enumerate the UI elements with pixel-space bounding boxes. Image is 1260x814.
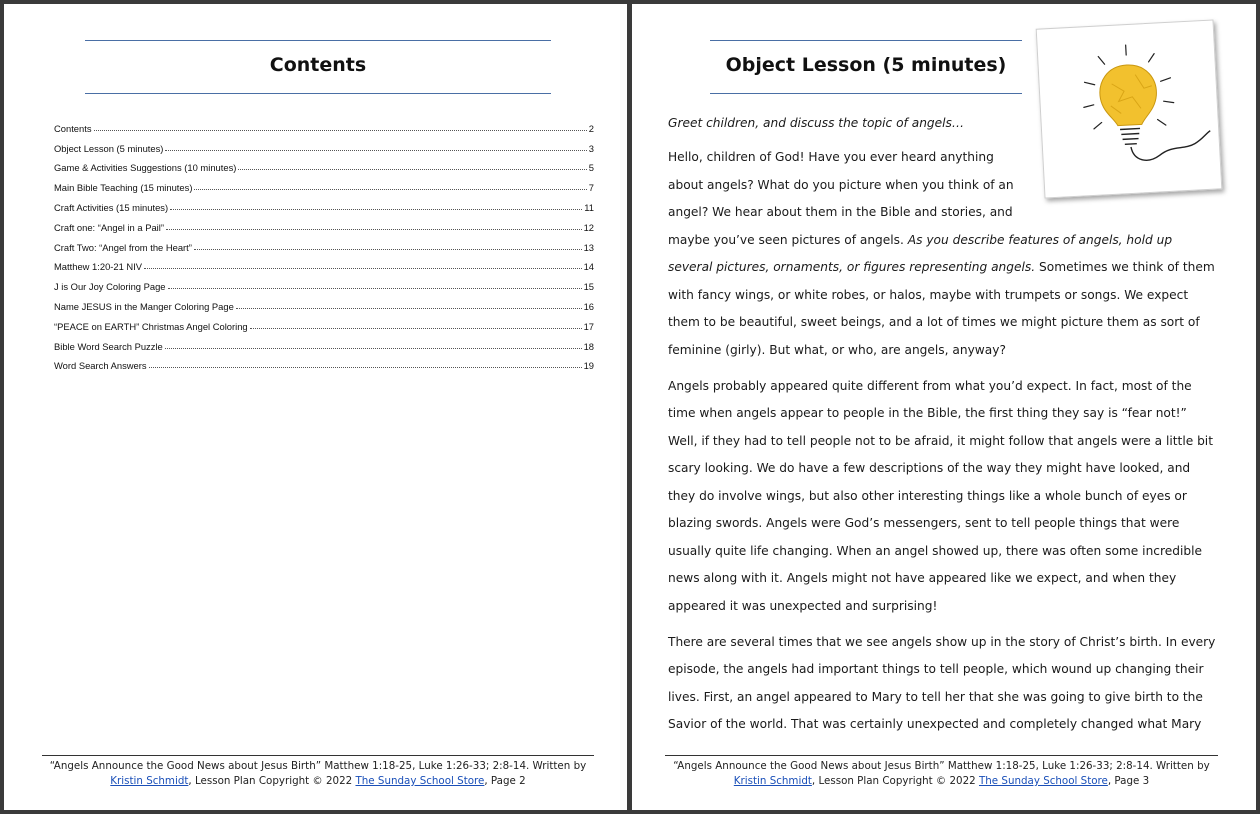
- toc-leader-dots: [94, 129, 587, 131]
- toc-entry-page: 14: [583, 261, 594, 273]
- toc-entry[interactable]: [54, 272, 594, 292]
- toc-entry[interactable]: [54, 114, 594, 134]
- intro-instruction: Greet children, and discuss the topic of angels…: [668, 116, 965, 130]
- footer-text: “Angels Announce the Good News about Jesus Birth” Matthew 1:18-25, Luke 1:26-33; 2:8-14. Written by: [673, 760, 1210, 772]
- toc-entry-title: Contents: [54, 122, 92, 134]
- toc-entry-title: Game & Activities Suggestions (10 minutes): [54, 162, 237, 174]
- heading-top-rule: [710, 40, 1022, 41]
- toc-leader-dots: [144, 267, 581, 269]
- toc-entry[interactable]: [54, 233, 594, 253]
- page-footer: [665, 755, 1218, 789]
- paragraph: There are several times that we see angels show up in the story of Christ’s birth. In every episode, the angels had important things to tell people, which wound up changing their lives. First, an angel appeared to Mary to tell her that she was going to give birth to the Savior of the world. That was certainly unexpected and completely changed what Mary: [668, 634, 1216, 731]
- toc-entry-title: Bible Word Search Puzzle: [54, 340, 163, 352]
- toc-entry-title: Name JESUS in the Manger Coloring Page: [54, 300, 234, 312]
- toc-entry[interactable]: [54, 352, 594, 372]
- toc-entry[interactable]: [54, 193, 594, 213]
- page-title: Contents: [269, 54, 367, 76]
- author-link[interactable]: Kristin Schmidt: [110, 775, 189, 787]
- toc-entry-title: Object Lesson (5 minutes): [54, 142, 164, 154]
- toc-entry-page: 2: [588, 122, 594, 134]
- instruction-text: As you describe features of angels, hold up several pictures, ornaments, or figures representing angels.: [668, 232, 1173, 274]
- toc-leader-dots: [170, 208, 582, 210]
- toc-entry-page: 15: [583, 281, 594, 293]
- toc-entry-page: 11: [584, 201, 594, 213]
- store-link[interactable]: The Sunday School Store: [355, 775, 485, 787]
- toc-leader-dots: [168, 287, 582, 289]
- toc-entry-title: Main Bible Teaching (15 minutes): [54, 182, 193, 194]
- toc-entry-page: 7: [588, 182, 594, 194]
- toc-entry-page: 17: [583, 320, 594, 332]
- footer-text: , Lesson Plan Copyright © 2022: [811, 775, 979, 787]
- text-line: about angels? What do you picture when you think of an: [668, 177, 1014, 192]
- toc-leader-dots: [238, 168, 586, 170]
- toc-entry-title: Word Search Answers: [54, 360, 147, 372]
- page-footer: [42, 755, 594, 789]
- toc-leader-dots: [236, 307, 582, 309]
- toc-entry-page: 16: [583, 300, 594, 312]
- toc-entry-title: Matthew 1:20-21 NIV: [54, 261, 143, 273]
- toc-entry[interactable]: [54, 253, 594, 273]
- page-title: Object Lesson (5 minutes): [725, 54, 1007, 76]
- toc-entry[interactable]: [54, 332, 594, 352]
- toc-entry-title: Craft Two: “Angel from the Heart”: [54, 241, 192, 253]
- text-span: maybe you’ve seen pictures of angels.: [668, 232, 908, 247]
- toc-leader-dots: [166, 228, 582, 230]
- toc-leader-dots: [194, 188, 586, 190]
- text-span: Sometimes we think of them with fancy wings, or white robes, or halos, maybe with trumpets or songs. We expect them to be beautiful, sweet beings, and a lot of times we might picture them as sort of feminine (girly). But what, or who, are angels, anyway?: [668, 260, 1215, 357]
- toc-entry-page: 18: [583, 340, 594, 352]
- toc-entry-page: 3: [588, 142, 594, 154]
- contents-page: [4, 4, 627, 810]
- paragraph: Angels probably appeared quite different from what you’d expect. In fact, most of the time when angels appear to people in the Bible, the first thing they say is “fear not!” Well, if they had to tell people not to be afraid, it might follow that angels were a little bit scary looking. We do have a few descriptions of the way they might have looked, and they do involve wings, but also other interesting things like a whole bunch of eyes or blazing swords. Angels were God’s messengers, sent to tell people things that were usually quite life changing. When an angel showed up, there was often some incredible news along with it. Angels might not have appeared like we expect, and when they appeared it was unexpected and surprising!: [668, 378, 1213, 613]
- toc-entry[interactable]: [54, 134, 594, 154]
- lesson-body: [668, 144, 1218, 747]
- heading-top-rule: [85, 40, 551, 41]
- toc-entry-title: J is Our Joy Coloring Page: [54, 281, 166, 293]
- heading-bottom-rule: [85, 93, 551, 94]
- toc-entry[interactable]: [54, 312, 594, 332]
- author-link[interactable]: Kristin Schmidt: [733, 775, 812, 787]
- toc-entry-title: Craft one: “Angel in a Pail”: [54, 221, 164, 233]
- table-of-contents: [54, 114, 594, 371]
- toc-leader-dots: [250, 327, 582, 329]
- toc-entry-page: 19: [583, 360, 594, 372]
- text-line: Hello, children of God! Have you ever heard anything: [668, 150, 994, 164]
- toc-entry-page: 12: [583, 221, 594, 233]
- toc-entry-page: 13: [583, 241, 594, 253]
- toc-leader-dots: [165, 149, 586, 151]
- store-link[interactable]: The Sunday School Store: [978, 775, 1108, 787]
- toc-entry-title: “PEACE on EARTH” Christmas Angel Coloring: [54, 320, 248, 332]
- footer-text: “Angels Announce the Good News about Jesus Birth” Matthew 1:18-25, Luke 1:26-33; 2:8-14. Written by: [49, 760, 587, 772]
- toc-entry[interactable]: [54, 173, 594, 193]
- object-lesson-page: [632, 4, 1256, 810]
- toc-leader-dots: [165, 347, 582, 349]
- toc-entry[interactable]: [54, 292, 594, 312]
- text-line: angel? We hear about them in the Bible and stories, and: [668, 205, 1013, 219]
- toc-entry-page: 5: [588, 162, 594, 174]
- heading-bottom-rule: [710, 93, 1022, 94]
- toc-leader-dots: [149, 366, 582, 368]
- footer-page-number: , Page 2: [484, 775, 526, 787]
- toc-entry-title: Craft Activities (15 minutes): [54, 201, 169, 213]
- paragraph: [668, 144, 1218, 364]
- toc-entry[interactable]: [54, 213, 594, 233]
- toc-entry[interactable]: [54, 154, 594, 174]
- toc-leader-dots: [194, 248, 582, 250]
- footer-text: , Lesson Plan Copyright © 2022: [188, 775, 356, 787]
- footer-page-number: , Page 3: [1107, 775, 1150, 787]
